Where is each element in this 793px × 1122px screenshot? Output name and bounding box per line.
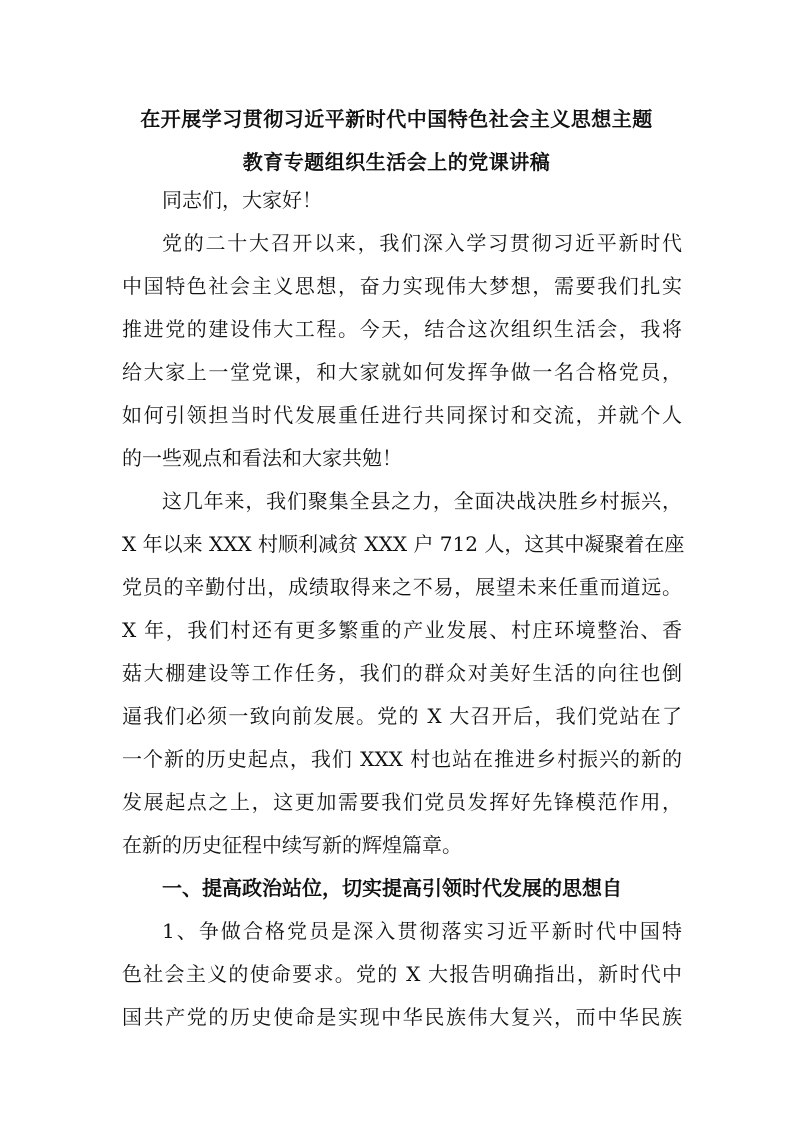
section-1-heading: 一、提高政治站位，切实提高引领时代发展的思想自 — [162, 876, 622, 900]
document-title-line-1: 在开展学习贯彻习近平新时代中国特色社会主义思想主题 — [140, 107, 653, 131]
paragraph-1-line: 如何引领担当时代发展重任进行共同探讨和交流，并就个人 — [122, 403, 682, 427]
paragraph-2-line: 在新的历史征程中续写新的辉煌篇章。 — [122, 833, 462, 857]
paragraph-2-line: X 年以来 XXX 村顺利减贫 XXX 户 712 人，这其中凝聚着在座 — [122, 532, 685, 556]
paragraph-3-line: 国共产党的历史使命是实现中华民族伟大复兴，而中华民族 — [122, 1005, 682, 1029]
paragraph-2-line: 菇大棚建设等工作任务，我们的群众对美好生活的向往也倒 — [122, 661, 682, 685]
paragraph-1-line: 中国特色社会主义思想，奋力实现伟大梦想，需要我们扎实 — [122, 274, 682, 298]
paragraph-3-line: 1、争做合格党员是深入贯彻落实习近平新时代中国特 — [162, 919, 682, 943]
paragraph-2-line: 逼我们必须一致向前发展。党的 X 大召开后，我们党站在了 — [122, 704, 682, 728]
paragraph-1-line: 给大家上一堂党课，和大家就如何发挥争做一名合格党员， — [122, 360, 682, 384]
document-title-line-2: 教育专题组织生活会上的党课讲稿 — [242, 150, 551, 174]
paragraph-1-line: 的一些观点和看法和大家共勉！ — [122, 446, 402, 470]
paragraph-2-line: X 年，我们村还有更多繁重的产业发展、村庄环境整治、香 — [122, 618, 682, 642]
paragraph-3-line: 色社会主义的使命要求。党的 X 大报告明确指出，新时代中 — [122, 962, 682, 986]
paragraph-2-line: 发展起点之上，这更加需要我们党员发挥好先锋模范作用， — [122, 790, 682, 814]
paragraph-1-line: 推进党的建设伟大工程。今天，结合这次组织生活会，我将 — [122, 317, 682, 341]
greeting: 同志们，大家好！ — [162, 188, 322, 212]
paragraph-2-line: 一个新的历史起点，我们 XXX 村也站在推进乡村振兴的新的 — [122, 747, 682, 771]
paragraph-2-line: 党员的辛勤付出，成绩取得来之不易，展望未来任重而道远。 — [122, 575, 682, 599]
paragraph-2-line: 这几年来，我们聚集全县之力，全面决战决胜乡村振兴， — [162, 489, 682, 513]
paragraph-1-line: 党的二十大召开以来，我们深入学习贯彻习近平新时代 — [162, 231, 682, 255]
